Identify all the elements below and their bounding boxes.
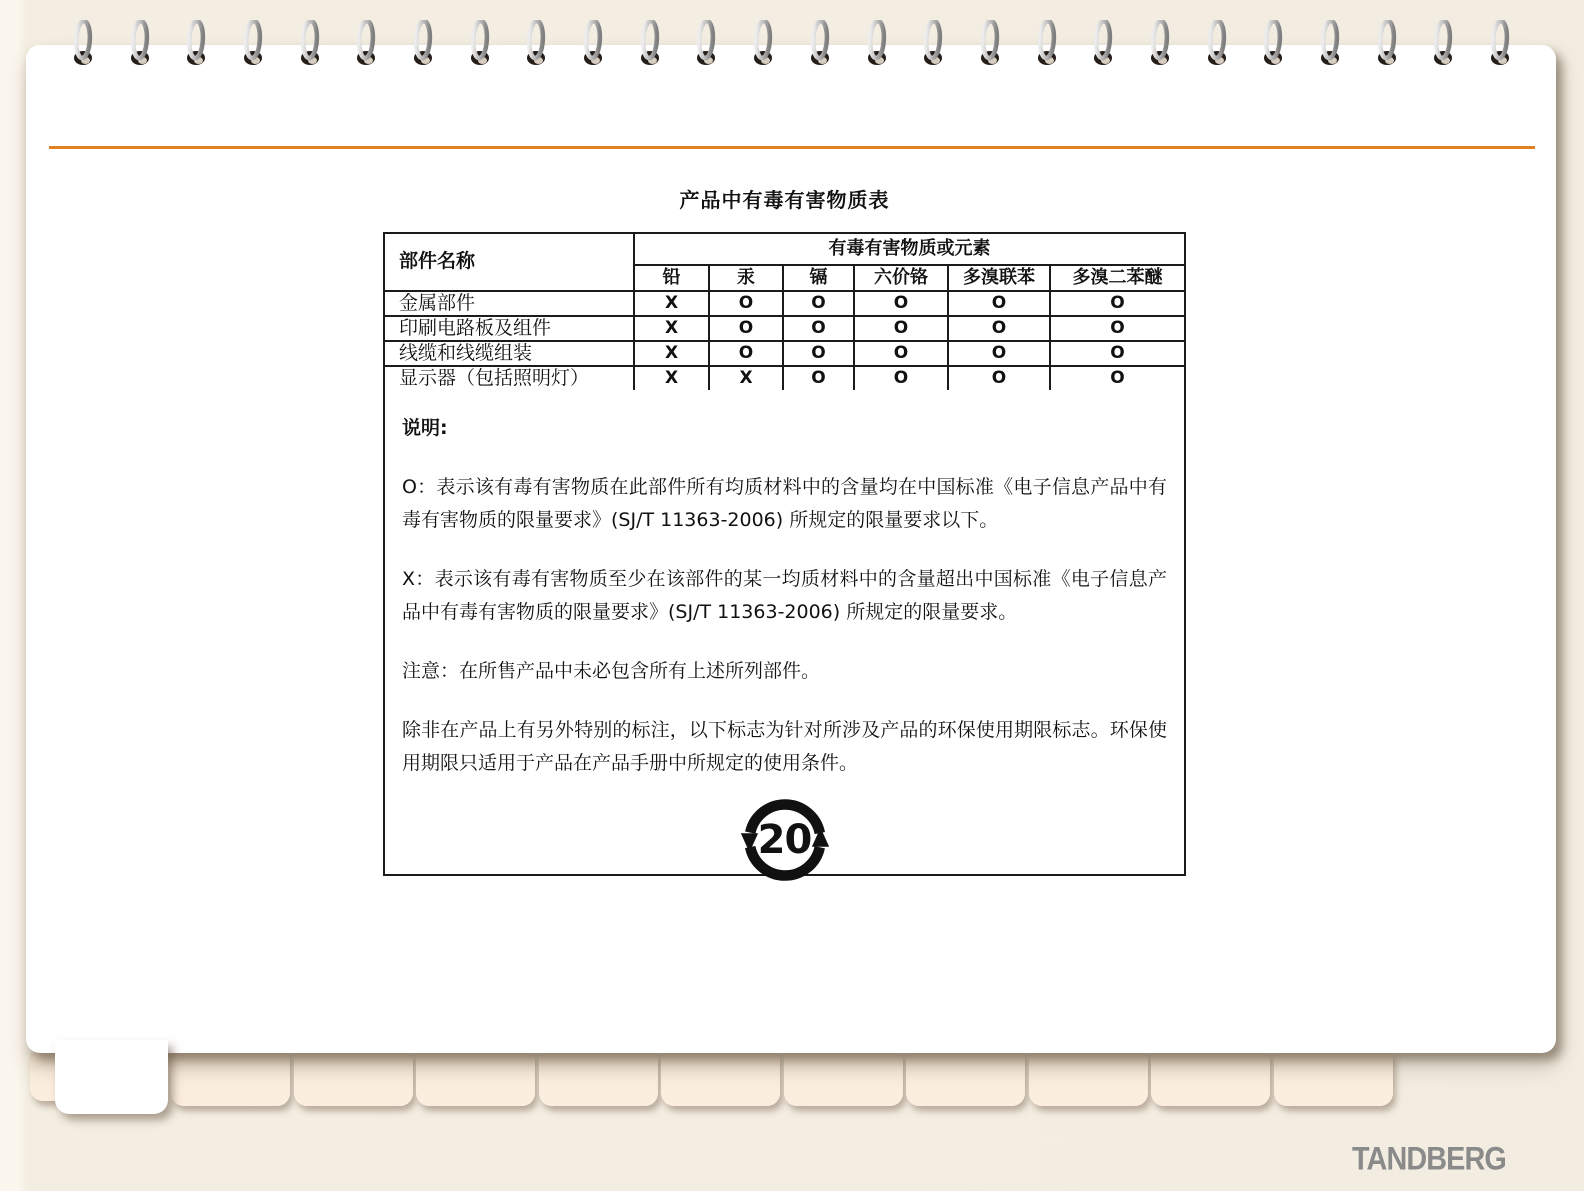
table-row	[385, 316, 1184, 341]
substance-mark-cell: O	[1050, 291, 1184, 316]
ring-icon	[353, 20, 379, 76]
ring-icon	[977, 20, 1003, 76]
notebook-tab-active[interactable]	[55, 1040, 168, 1114]
substance-header: 汞	[709, 265, 783, 291]
spiral-binding	[0, 0, 1584, 90]
efup-recycle-icon	[737, 792, 833, 888]
accent-rule	[49, 146, 1535, 149]
ring-icon	[750, 20, 776, 76]
binder-ring	[183, 20, 209, 76]
part-name-cell: 印刷电路板及组件	[385, 316, 634, 341]
substance-mark-cell: O	[783, 316, 854, 341]
substance-mark-cell: O	[709, 316, 783, 341]
ring-icon	[410, 20, 436, 76]
ring-icon	[1147, 20, 1173, 76]
notes-heading: 说明:	[402, 417, 448, 439]
efup-years-label: 20	[757, 817, 812, 863]
substance-mark-cell: O	[948, 366, 1050, 390]
ring-icon	[920, 20, 946, 76]
substance-mark-cell: O	[948, 291, 1050, 316]
substance-mark-cell: O	[948, 341, 1050, 366]
notebook-tab[interactable]	[171, 1053, 290, 1106]
substance-mark-cell: O	[854, 366, 948, 390]
attention-note: 注意：在所售产品中未必包含所有上述所列部件。	[402, 660, 821, 682]
ring-icon	[637, 20, 663, 76]
binder-ring	[1090, 20, 1116, 76]
binder-ring	[127, 20, 153, 76]
efup-symbol-wrap	[402, 792, 1167, 888]
substance-mark-cell: X	[709, 366, 783, 390]
binder-ring	[467, 20, 493, 76]
ring-icon	[1090, 20, 1116, 76]
ring-icon	[1374, 20, 1400, 76]
binder-ring	[240, 20, 266, 76]
binder-ring	[637, 20, 663, 76]
binder-ring	[580, 20, 606, 76]
binder-ring	[977, 20, 1003, 76]
table-row	[385, 341, 1184, 366]
ring-icon	[864, 20, 890, 76]
substance-mark-cell: O	[1050, 366, 1184, 390]
substance-mark-cell: O	[783, 291, 854, 316]
substance-mark-cell: X	[634, 341, 709, 366]
binder-ring	[410, 20, 436, 76]
epup-note: 除非在产品上有另外特别的标注，以下标志为针对所涉及产品的环保使用期限标志。环保使用期限只适用于产品在产品手册中所规定的使用条件。	[402, 719, 1167, 774]
substance-mark-cell: O	[783, 366, 854, 390]
ring-icon	[523, 20, 549, 76]
notebook-tab[interactable]	[784, 1053, 903, 1106]
ring-icon	[580, 20, 606, 76]
table-header-row-1	[385, 234, 1184, 265]
substance-mark-cell: O	[854, 291, 948, 316]
binder-ring	[1034, 20, 1060, 76]
ring-icon	[807, 20, 833, 76]
x-definition: X：表示该有毒有害物质至少在该部件的某一均质材料中的含量超出中国标准《电子信息产品中有毒有害物质的限量要求》(SJ/T 11363-2006) 所规定的限量要求。	[402, 568, 1167, 623]
substance-mark-cell: O	[854, 316, 948, 341]
o-definition: O：表示该有毒有害物质在此部件所有均质材料中的含量均在中国标准《电子信息产品中有毒有害物质的限量要求》(SJ/T 11363-2006) 所规定的限量要求以下。	[402, 476, 1167, 531]
binder-ring	[807, 20, 833, 76]
substance-mark-cell: O	[709, 341, 783, 366]
ring-icon	[1430, 20, 1456, 76]
ring-icon	[127, 20, 153, 76]
notebook-tab[interactable]	[661, 1053, 780, 1106]
substance-mark-cell: X	[634, 366, 709, 390]
notebook-tab[interactable]	[294, 1053, 413, 1106]
binder-ring	[1147, 20, 1173, 76]
ring-icon	[1317, 20, 1343, 76]
brand-logo: TANDBERG	[1352, 1140, 1506, 1177]
ring-icon	[1260, 20, 1286, 76]
substance-header: 多溴联苯	[948, 265, 1050, 291]
substance-mark-cell: O	[1050, 341, 1184, 366]
binder-ring	[523, 20, 549, 76]
binder-ring	[1430, 20, 1456, 76]
ring-icon	[297, 20, 323, 76]
table-row	[385, 291, 1184, 316]
binder-ring	[1487, 20, 1513, 76]
substance-header: 六价铬	[854, 265, 948, 291]
substance-mark-cell: O	[709, 291, 783, 316]
part-name-cell: 显示器（包括照明灯）	[385, 366, 634, 390]
substance-mark-cell: X	[634, 291, 709, 316]
substance-mark-cell: O	[948, 316, 1050, 341]
substances-group-header: 有毒有害物质或元素	[634, 234, 1184, 265]
ring-icon	[1487, 20, 1513, 76]
substance-header: 镉	[783, 265, 854, 291]
ring-icon	[693, 20, 719, 76]
binder-ring	[1317, 20, 1343, 76]
notebook-tab[interactable]	[906, 1053, 1025, 1106]
notebook-tab[interactable]	[539, 1053, 658, 1106]
binder-ring	[864, 20, 890, 76]
notebook-tab[interactable]	[1151, 1053, 1270, 1106]
ring-icon	[1034, 20, 1060, 76]
binder-ring	[750, 20, 776, 76]
substance-mark-cell: O	[854, 341, 948, 366]
notes-section	[385, 390, 1184, 888]
ring-icon	[240, 20, 266, 76]
binder-ring	[70, 20, 96, 76]
part-name-header: 部件名称	[385, 234, 634, 291]
ring-icon	[183, 20, 209, 76]
table-row	[385, 366, 1184, 390]
ring-icon	[467, 20, 493, 76]
binder-ring	[1374, 20, 1400, 76]
ring-icon	[1204, 20, 1230, 76]
part-name-cell: 金属部件	[385, 291, 634, 316]
notebook-tab[interactable]	[1274, 1053, 1393, 1106]
ring-icon	[70, 20, 96, 76]
part-name-cell: 线缆和线缆组装	[385, 341, 634, 366]
binder-ring	[920, 20, 946, 76]
binder-ring	[1260, 20, 1286, 76]
notebook-tab[interactable]	[416, 1053, 535, 1106]
notebook-tab[interactable]	[1029, 1053, 1148, 1106]
rohs-table-body	[385, 291, 1184, 390]
substance-header: 多溴二苯醚	[1050, 265, 1184, 291]
binder-ring	[1204, 20, 1230, 76]
page-title: 产品中有毒有害物质表	[679, 188, 890, 212]
substance-header: 铅	[634, 265, 709, 291]
binder-ring	[297, 20, 323, 76]
binder-ring	[693, 20, 719, 76]
substance-mark-cell: X	[634, 316, 709, 341]
substance-mark-cell: O	[1050, 316, 1184, 341]
rohs-box	[383, 232, 1186, 876]
substance-mark-cell: O	[783, 341, 854, 366]
rohs-table	[385, 234, 1184, 390]
binder-ring	[353, 20, 379, 76]
